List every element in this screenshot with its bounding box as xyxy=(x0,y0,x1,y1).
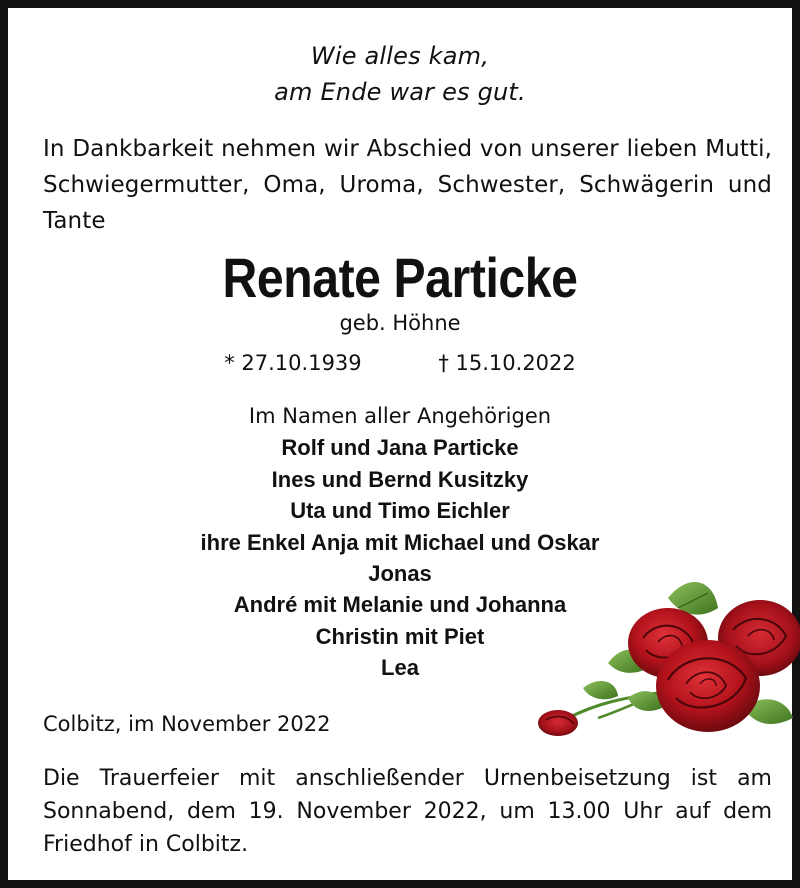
family-member: Christin mit Piet xyxy=(315,623,485,649)
family-member: Rolf und Jana Particke xyxy=(281,435,519,461)
family-member: André mit Melanie und Johanna xyxy=(233,592,567,618)
family-member: Uta und Timo Eichler xyxy=(290,498,510,524)
maiden-name: geb. Höhne xyxy=(339,311,461,335)
family-intro: Im Namen aller Angehörigen xyxy=(248,404,552,428)
place-and-date: Colbitz, im November 2022 xyxy=(43,712,331,736)
deceased-name: Renate Particke xyxy=(222,246,578,309)
red-roses-icon xyxy=(528,568,800,748)
birth-date: * 27.10.1939 xyxy=(224,351,362,375)
motto-line-1: Wie alles kam, xyxy=(310,42,490,70)
family-member: ihre Enkel Anja mit Michael und Oskar xyxy=(200,529,600,555)
funeral-notice: Die Trauerfeier mit anschließender Urnenbeisetzung ist am Sonnabend, dem 19. November 2022, um 13.00 Uhr auf dem Friedhof in Colbitz. xyxy=(43,766,772,857)
intro-text: In Dankbarkeit nehmen wir Abschied von unserer lieben Mutti, Schwiegermutter, Oma, Uroma, Schwester, Schwägerin und Tante xyxy=(43,136,772,234)
family-member: Lea xyxy=(381,655,419,681)
life-dates xyxy=(8,348,792,378)
family-member: Jonas xyxy=(368,561,432,587)
motto-line-2: am Ende war es gut. xyxy=(274,78,526,106)
death-date: † 15.10.2022 xyxy=(438,351,576,375)
family-member: Ines und Bernd Kusitzky xyxy=(271,466,529,492)
motto xyxy=(8,38,792,110)
